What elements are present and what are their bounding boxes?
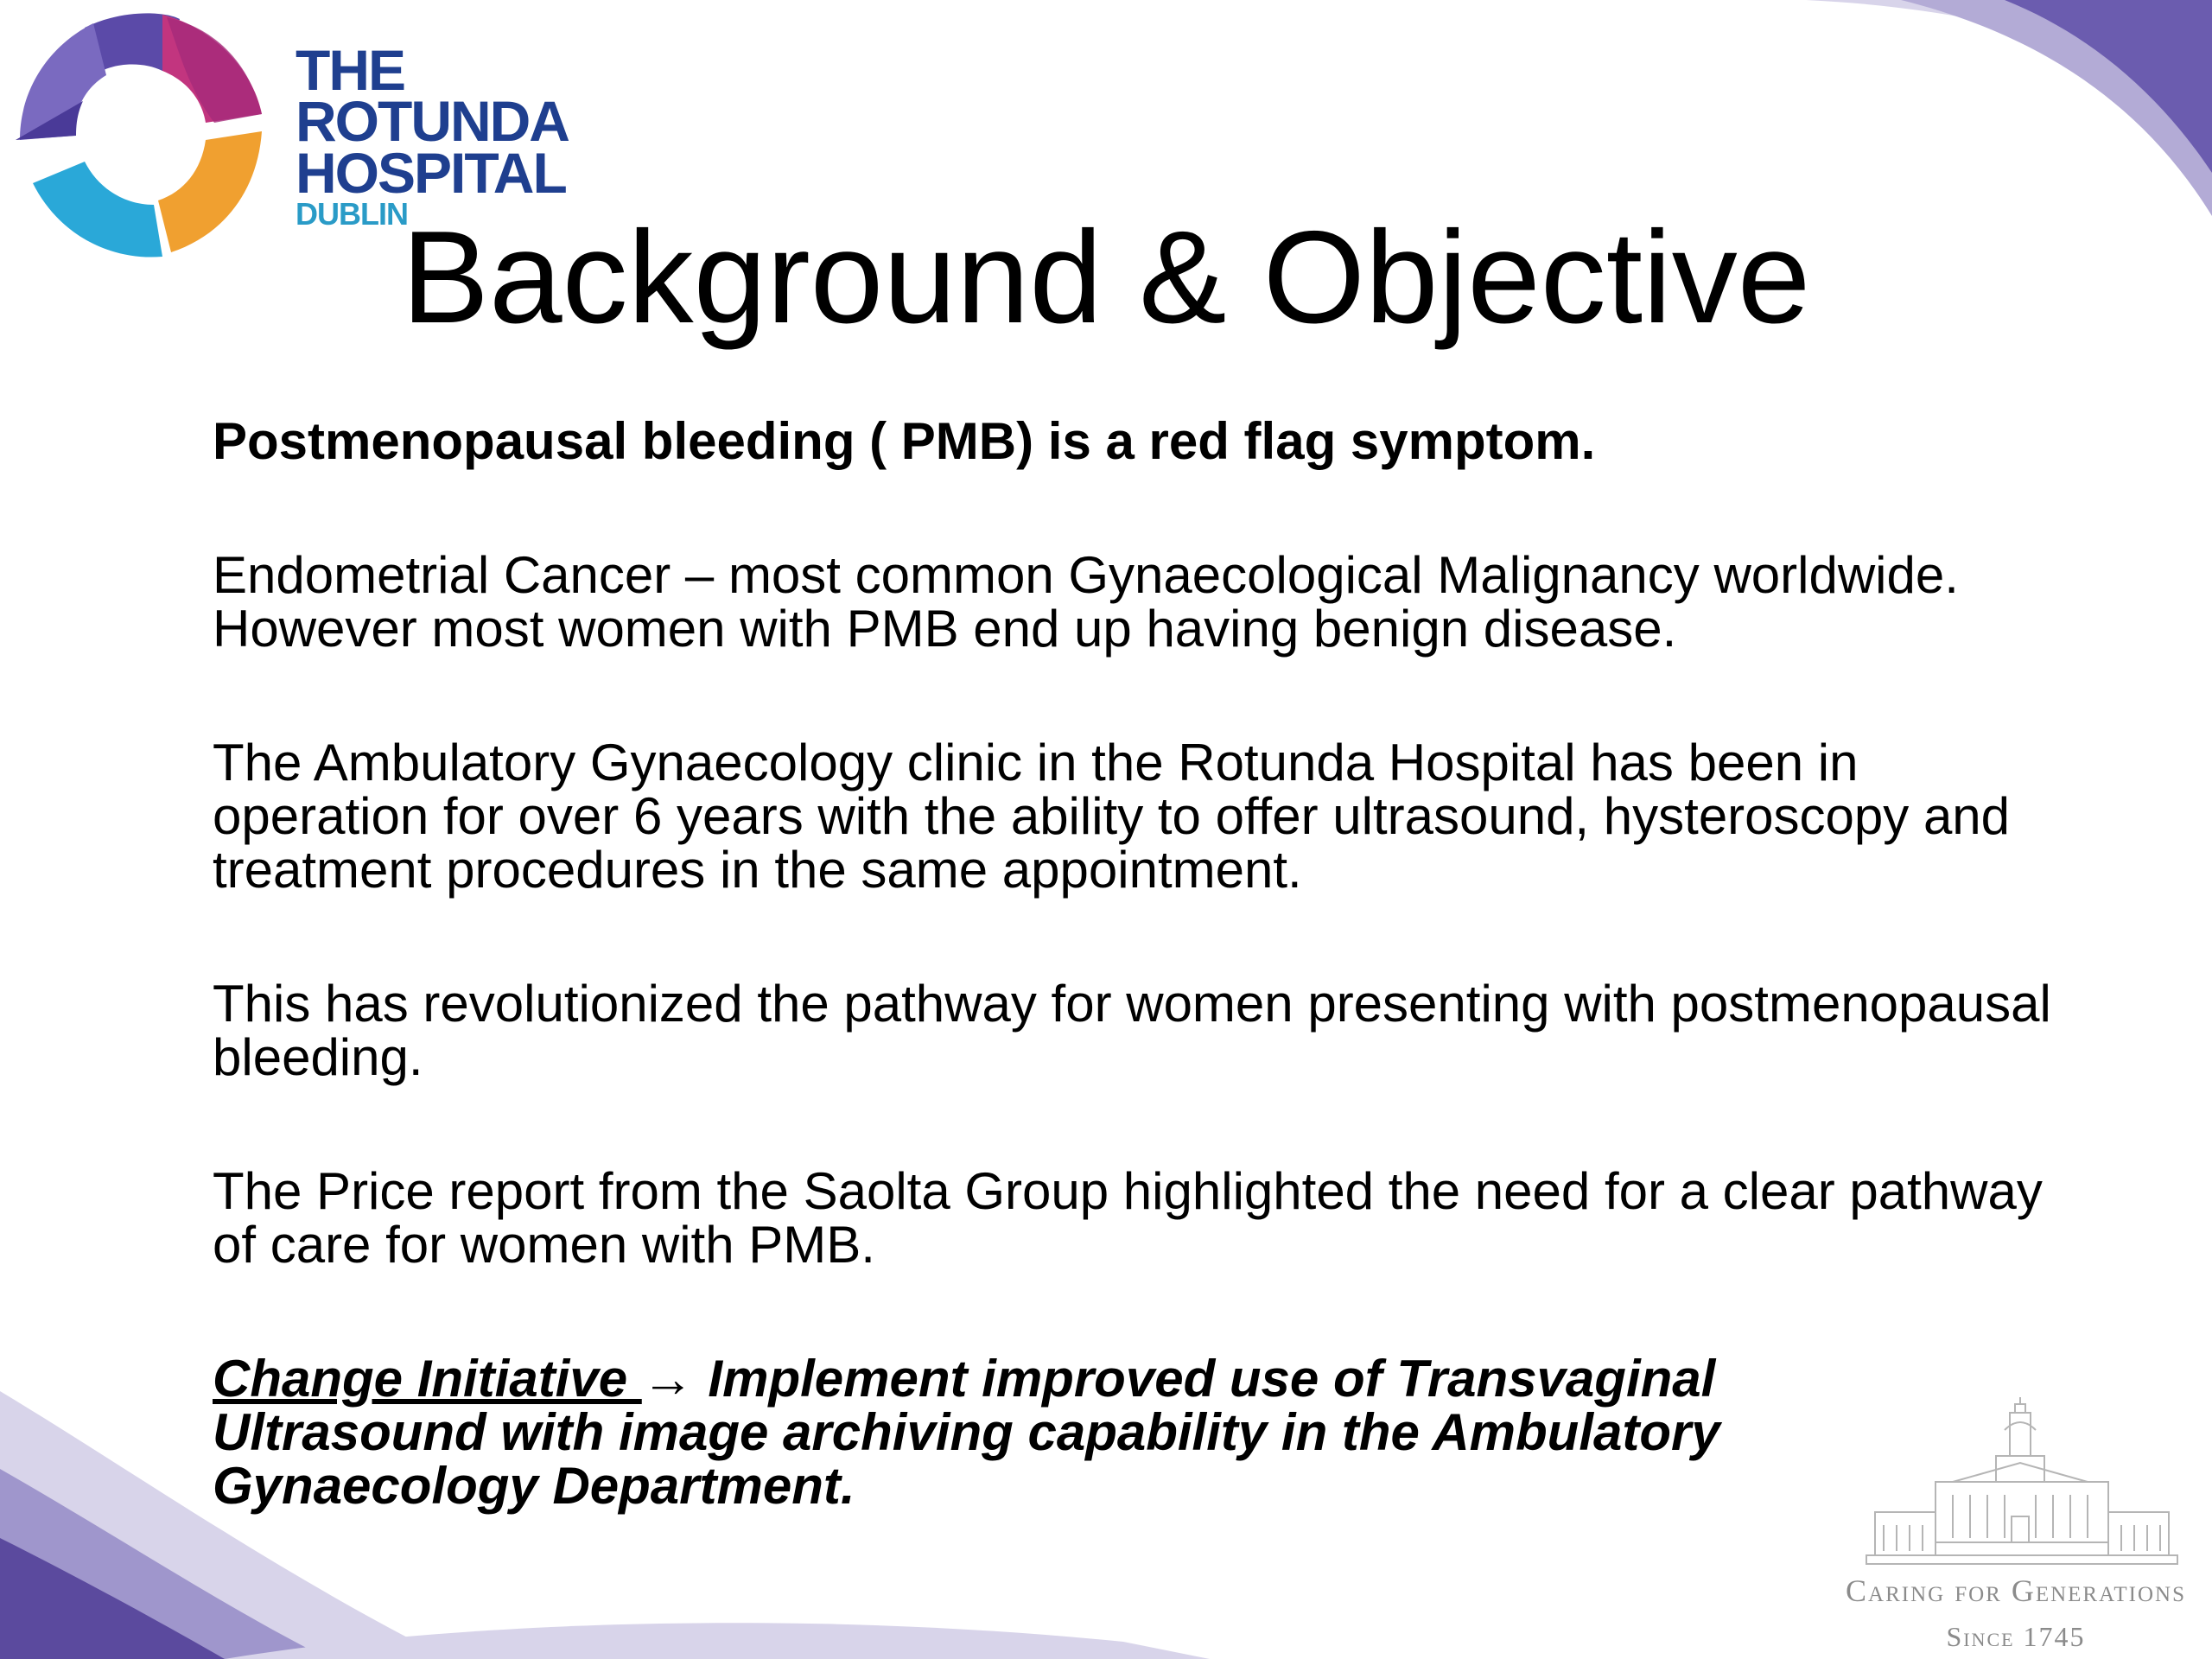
logo-line-rotunda: ROTUNDA — [296, 89, 569, 154]
paragraph-endometrial-cancer: Endometrial Cancer – most common Gynaecological Malignancy worldwide. However most women with PMB end up having benign disease. — [213, 546, 1959, 658]
paragraph-ambulatory-clinic: The Ambulatory Gynaecology clinic in the Rotunda Hospital has been in operation for over 6 years with the ability to offer ultrasound, hysteroscopy and treatment procedures in the same appointment. — [213, 734, 2011, 899]
change-initiative-label: Change Initiative — [213, 1350, 642, 1408]
logo-line-hospital: HOSPITAL — [296, 140, 566, 205]
paragraph-red-flag: Postmenopausal bleeding ( PMB) is a red flag symptom. — [213, 412, 1596, 470]
slide-body — [213, 412, 2062, 1515]
slide-title: Background & Objective — [401, 204, 1811, 351]
logo-line-dublin: DUBLIN — [296, 196, 408, 232]
logo-wordmark — [296, 38, 569, 232]
logo-line-the: THE — [296, 38, 404, 102]
hospital-building-icon — [1858, 1395, 2186, 1581]
arrow-right-icon: → — [641, 1350, 694, 1408]
paragraph-price-report: The Price report from the Saolta Group highlighted the need for a clear pathway of care for women with PMB. — [213, 1162, 2043, 1274]
caption-caring-for-generations: Caring for Generations — [1846, 1573, 2186, 1608]
paragraph-pathway: This has revolutionized the pathway for women presenting with postmenopausal bleeding. — [213, 975, 2051, 1086]
paragraph-change-initiative — [213, 1352, 1889, 1513]
change-initiative-text: Implement improved use of Transvaginal Ultrasound with image archiving capability in the Ambulatory Gynaecology Department. — [213, 1350, 1720, 1515]
footer-caption — [1821, 1573, 2210, 1653]
caption-since-1745: Since 1745 — [1946, 1621, 2086, 1652]
